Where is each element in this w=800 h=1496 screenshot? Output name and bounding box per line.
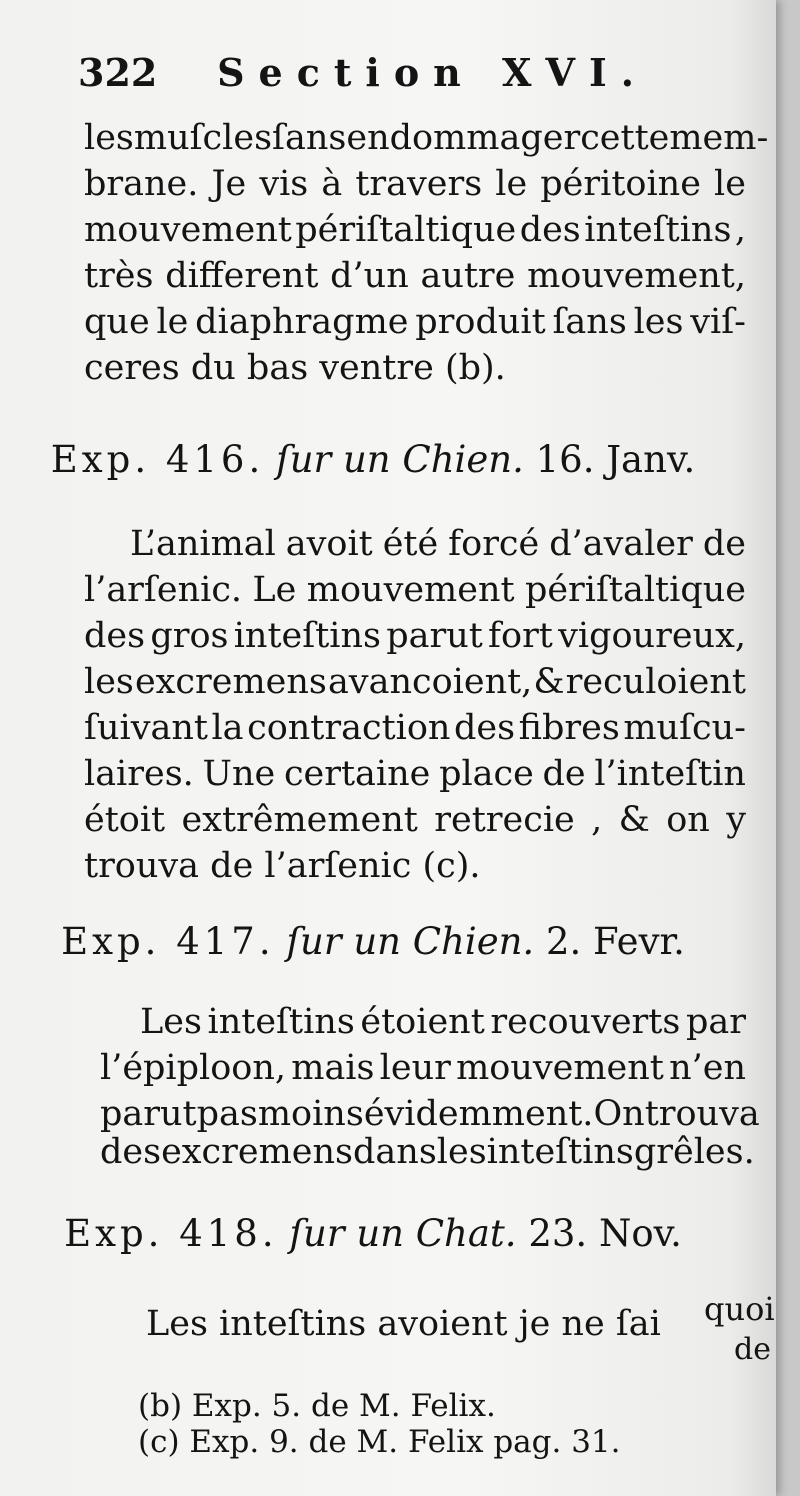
word: excremens [161,1132,353,1172]
word: gros [150,616,229,656]
word: ſans [272,118,347,158]
word: n’en [669,1048,746,1088]
word: laires. [84,754,194,794]
word: mouvement [84,210,292,250]
word: des [84,616,146,656]
word: mouvement [306,570,515,610]
word: reculoient [565,662,746,702]
word: par [685,1002,746,1042]
text-line [100,1094,760,1134]
text-line: ceres du bas ventre (b). [84,348,506,388]
text-line [100,1132,755,1172]
section-title: Section XVI. [217,50,648,95]
text-word: quoi [704,1290,775,1328]
word: des [454,708,516,748]
word: mouvement, [527,256,746,296]
word: étoit [84,800,166,840]
word: brane. [84,164,199,204]
word: l’inteſtin [594,754,746,794]
word: different [165,256,319,296]
word: muſcles [133,118,273,158]
word: muſcu- [623,708,746,748]
word: on [666,800,710,840]
word: autre [420,256,516,296]
word: mouvement [456,1048,664,1088]
experiment-date: 2. Fevr. [545,920,685,963]
text-line [84,302,746,342]
word: leur [379,1048,451,1088]
word: cette [580,118,670,158]
word: les [84,662,134,702]
text-line: trouva de l’arſenic (c). [84,846,481,886]
word: les [84,118,134,158]
word: le [156,302,189,342]
experiment-subject: ſur un Chien. [286,920,535,963]
word: vis [259,164,309,204]
word: parut [386,616,483,656]
word: vigoureux, [558,616,746,656]
word: viſ- [690,302,746,342]
word: forcé [448,524,540,564]
word: Les [140,1002,202,1042]
page-number: 322 [78,50,158,95]
text-line [84,800,746,840]
word: ſans [552,302,627,342]
text-line [100,1048,746,1088]
word: que [84,302,150,342]
word: péritoine [540,164,701,204]
word: dans [353,1132,437,1172]
text-line [84,570,746,610]
word: certaine [283,754,431,794]
word: étoient [360,1002,485,1042]
experiment-label: Exp. 418. [64,1212,278,1255]
text-line [84,616,746,656]
word: contraction [247,708,451,748]
word: mais [291,1048,375,1088]
word: & [618,800,650,840]
word: moins [257,1094,364,1134]
word: évidemment. [363,1094,594,1134]
word: trouva [644,1094,760,1134]
text-line [130,524,746,564]
word: inteſtins [207,1002,355,1042]
word: Je [211,164,247,204]
word: extrêmement [181,800,418,840]
text-line [84,256,746,296]
word: produit [415,302,546,342]
text-line [84,754,746,794]
word: recouverts [490,1002,681,1042]
experiment-date: 23. Nov. [528,1212,682,1255]
experiment-heading [0,438,746,481]
word: L’animal [130,524,276,564]
word: , [591,800,603,840]
word: la [211,708,244,748]
word: à [321,164,343,204]
word: inteſtins [233,616,381,656]
word: fort [488,616,553,656]
text-line [140,1002,746,1042]
word: très [84,256,154,296]
word: inteſtins [486,1132,634,1172]
experiment-label: Exp. 417. [61,920,275,963]
word: excremens [134,662,327,702]
word: des [519,210,581,250]
text-line [84,210,746,250]
word: diaphragme [195,302,409,342]
catchword: de [734,1332,771,1367]
word: parut [100,1094,197,1134]
word: inteſtins [584,210,732,250]
word: , [734,210,746,250]
word: pas [196,1094,258,1134]
word: Le [252,570,297,610]
word: de [542,754,586,794]
word: Une [202,754,276,794]
word: été [382,524,439,564]
running-header [78,50,648,95]
word: avoit [285,524,373,564]
word: d’avaler [549,524,693,564]
word: l’arſenic. [84,570,243,610]
word: fibres [518,708,620,748]
experiment-heading [0,920,746,963]
text-line: Les inteſtins avoient je ne ſai [146,1304,661,1344]
word: d’un [330,256,409,296]
word: avancoient, [327,662,533,702]
footnote: (c) Exp. 9. de M. Felix pag. 31. [138,1424,621,1460]
text-line [84,708,746,748]
word: mem- [669,118,769,158]
experiment-date: 16. Janv. [535,438,696,481]
text-line [84,118,769,158]
experiment-heading [0,1212,746,1255]
word: le [714,164,746,204]
footnote: (b) Exp. 5. de M. Felix. [138,1388,496,1424]
word: ſuivant [84,708,208,748]
word: des [100,1132,162,1172]
word: les [633,302,684,342]
word: périſtaltique [295,210,517,250]
word: & [533,662,565,702]
text-line [84,164,746,204]
word: place [439,754,534,794]
word: le [495,164,528,204]
word: retrecie [434,800,575,840]
word: de [702,524,746,564]
word: On [593,1094,645,1134]
text-line [84,662,746,702]
experiment-subject: ſur un Chien. [276,438,524,481]
word: périſtaltique [524,570,746,610]
word: l’épiploon, [100,1048,287,1088]
word: y [726,800,746,840]
word: les [436,1132,487,1172]
word: grêles. [633,1132,755,1172]
word: travers [355,164,483,204]
word: endommager [346,118,581,158]
experiment-label: Exp. 416. [50,438,265,481]
experiment-subject: ſur un Chat. [289,1212,517,1255]
